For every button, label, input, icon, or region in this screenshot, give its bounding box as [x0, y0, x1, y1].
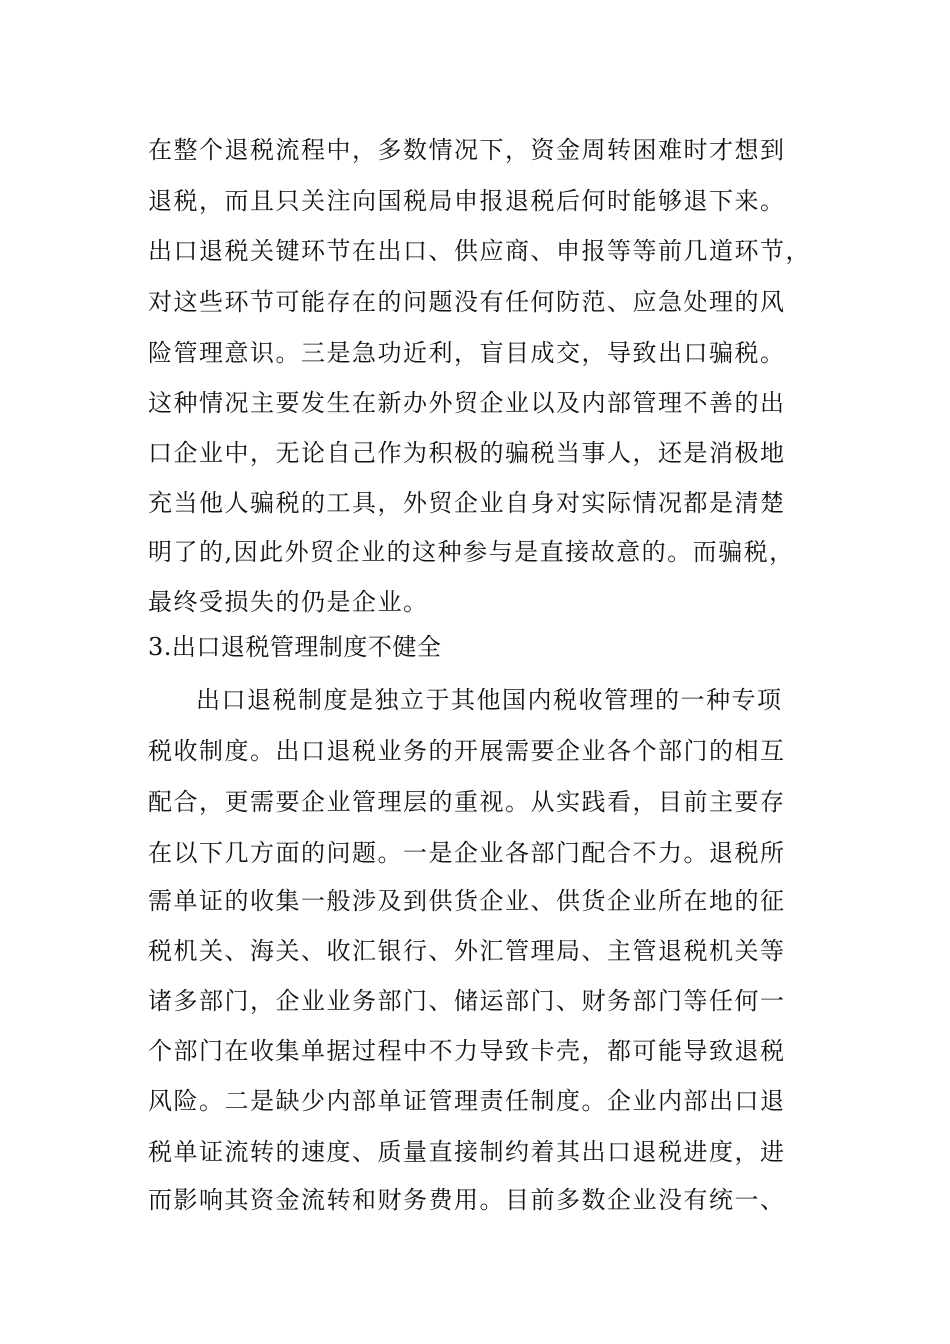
- text-line: 在整个退税流程中，多数情况下，资金周转困难时才想到: [148, 136, 786, 164]
- text-line: 税收制度。出口退税业务的开展需要企业各个部门的相互: [148, 737, 786, 765]
- text-line: 诸多部门，企业业务部门、储运部门、财务部门等任何一: [148, 987, 786, 1015]
- text-line: 险管理意识。三是急功近利，盲目成交，导致出口骗税。: [148, 339, 786, 367]
- text-line: 个部门在收集单据过程中不力导致卡壳，都可能导致退税: [148, 1037, 786, 1065]
- text-line: 充当他人骗税的工具，外贸企业自身对实际情况都是清楚: [148, 489, 786, 517]
- text-line: 明了的,因此外贸企业的这种参与是直接故意的。而骗税，: [148, 538, 795, 566]
- text-line: 风险。二是缺少内部单证管理责任制度。企业内部出口退: [148, 1087, 786, 1115]
- text-line: 而影响其资金流转和财务费用。目前多数企业没有统一、: [148, 1186, 786, 1214]
- text-line: 出口退税关键环节在出口、供应商、申报等等前几道环节，: [148, 237, 811, 265]
- text-line: 配合，更需要企业管理层的重视。从实践看，目前主要存: [148, 788, 786, 816]
- paragraph-first-line: 出口退税制度是独立于其他国内税收管理的一种专项: [196, 686, 783, 714]
- text-line: 退税，而且只关注向国税局申报退税后何时能够退下来。: [148, 187, 786, 215]
- text-line: 这种情况主要发生在新办外贸企业以及内部管理不善的出: [148, 389, 786, 417]
- text-line: 对这些环节可能存在的问题没有任何防范、应急处理的风: [148, 288, 786, 316]
- text-line: 需单证的收集一般涉及到供货企业、供货企业所在地的征: [148, 887, 786, 915]
- text-line: 税单证流转的速度、质量直接制约着其出口退税进度，进: [148, 1138, 786, 1166]
- section-heading: 3.出口退税管理制度不健全: [148, 633, 442, 661]
- text-line: 最终受损失的仍是企业。: [148, 588, 429, 616]
- text-line: 口企业中，无论自己作为积极的骗税当事人，还是消极地: [148, 439, 786, 467]
- text-line: 在以下几方面的问题。一是企业各部门配合不力。退税所: [148, 839, 786, 867]
- text-line: 税机关、海关、收汇银行、外汇管理局、主管退税机关等: [148, 937, 786, 965]
